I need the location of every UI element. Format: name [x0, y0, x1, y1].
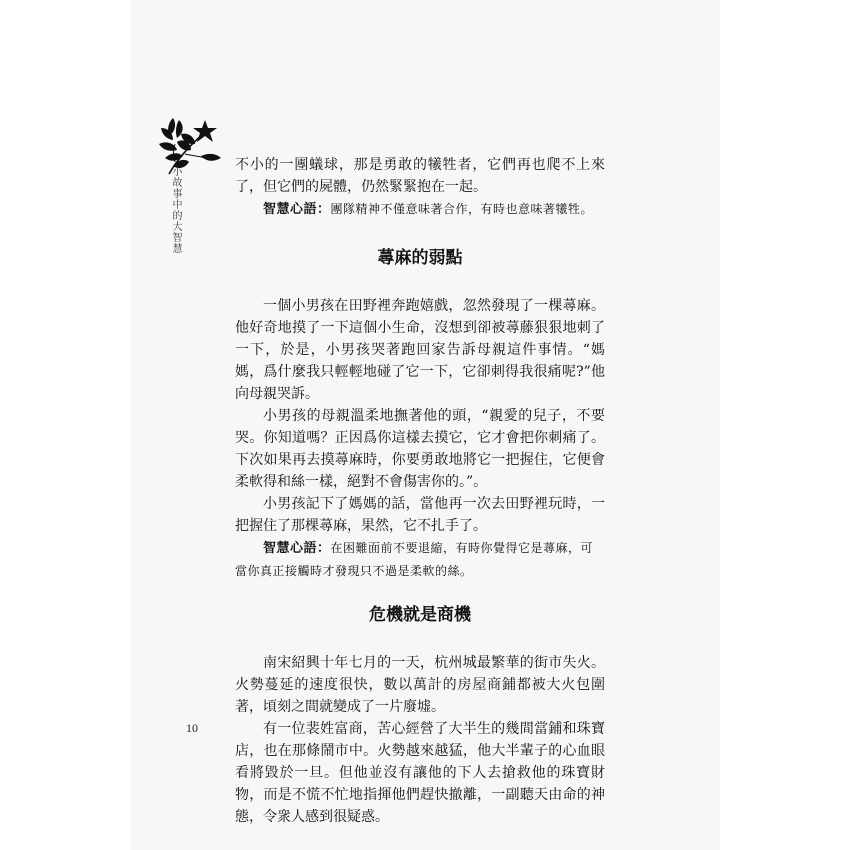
running-title: 小故事中的大智慧 [170, 166, 181, 254]
intro-paragraph: 不小的一團蟻球，那是勇敢的犧牲者，它們再也爬不上來了，但它們的屍體，仍然緊緊抱在一起。 [235, 157, 605, 195]
paragraph: 小男孩記下了媽媽的話，當他再一次去田野裡玩時，一把握住了那棵蕁麻，果然，它不扎手了。 [235, 496, 605, 534]
paragraph: 小男孩的母親溫柔地撫著他的頭，“親愛的兒子，不要哭。你知道嗎？正因爲你這樣去摸它，它才會把你刺痛了。下次如果再去摸蕁麻時，你要勇敢地將它一把握住，它便會柔軟得和絲一樣，絕對不會傷害你的。”。 [235, 408, 605, 490]
nettle-wisdom-note [235, 537, 605, 582]
wisdom-text: 在困難面前不要退縮，有時你覺得它是蕁麻，可當你真正接觸時才發現只不過是柔軟的絲。 [235, 541, 594, 578]
page-body [235, 154, 605, 828]
wisdom-label: 智慧心語： [263, 541, 331, 556]
wisdom-text: 團隊精神不僅意味著合作，有時也意味著犧牲。 [330, 202, 594, 216]
plant-flower-icon [155, 114, 225, 180]
page-number: 10 [186, 721, 198, 735]
section-title-nettle: 蕁麻的弱點 [377, 248, 463, 268]
intro-wisdom-note [235, 198, 605, 221]
paragraph: 有一位裴姓富商，苦心經營了大半生的幾間當鋪和珠寶店，也在那條鬧市中。火勢越來越猛，他大半輩子的心血眼看將毀於一旦。但他並沒有讓他的下人去搶救他的珠寶財物，而是不慌不忙地指揮他們趕快撤離，一副聽天由命的神態，令衆人感到很疑惑。 [235, 721, 605, 825]
wisdom-label: 智慧心語： [263, 202, 331, 217]
section-title-crisis: 危機就是商機 [369, 605, 471, 625]
paragraph: 一個小男孩在田野裡奔跑嬉戲，忽然發現了一棵蕁麻。他好奇地摸了一下這個小生命，沒想到卻被蕁藤狠狠地刺了一下，於是，小男孩哭著跑回家告訴母親這件事情。“媽媽，爲什麼我只輕輕地碰了它一下，它卻刺得我很痛呢?”他向母親哭訴。 [235, 298, 605, 402]
paragraph: 南宋紹興十年七月的一天，杭州城最繁華的街市失火。火勢蔓延的速度很快，數以萬計的房屋商鋪都被大火包圍著，頃刻之間就變成了一片廢墟。 [235, 655, 605, 715]
